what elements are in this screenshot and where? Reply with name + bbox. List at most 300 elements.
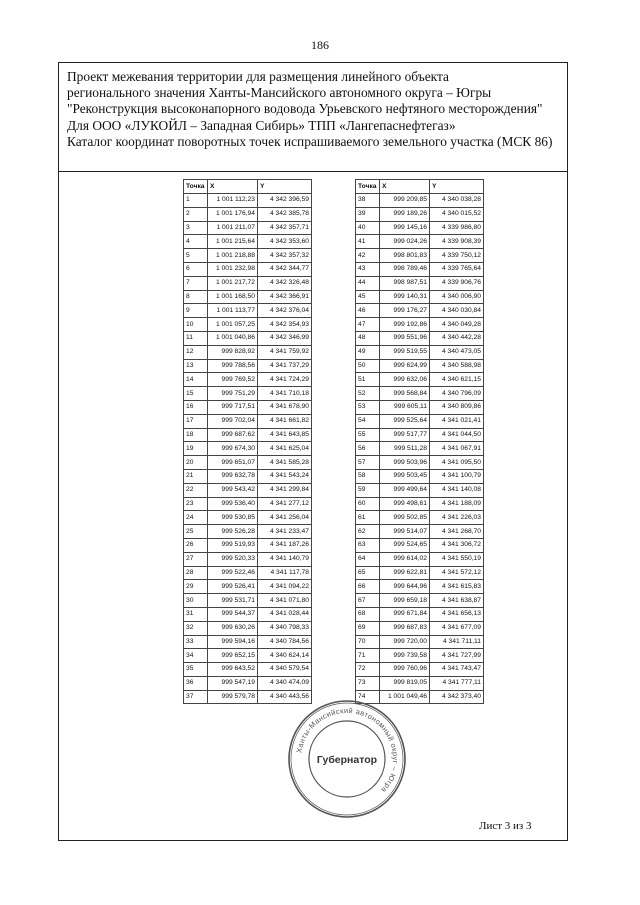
y-coordinate-cell: 4 341 710,18 — [258, 387, 312, 401]
coordinates-table-left — [183, 179, 312, 704]
x-coordinate-cell: 999 687,62 — [208, 428, 258, 442]
x-coordinate-cell: 999 819,05 — [380, 676, 430, 690]
x-coordinate-cell: 999 519,55 — [380, 345, 430, 359]
point-number-cell: 52 — [356, 387, 380, 401]
point-number-cell: 46 — [356, 304, 380, 318]
y-coordinate-cell: 4 341 615,83 — [430, 580, 484, 594]
point-number-cell: 60 — [356, 497, 380, 511]
point-number-cell: 62 — [356, 525, 380, 539]
point-number-cell: 6 — [184, 262, 208, 276]
table-row — [356, 566, 484, 580]
point-number-cell: 39 — [356, 207, 380, 221]
table-row — [184, 235, 312, 249]
table-row — [184, 345, 312, 359]
x-coordinate-cell: 999 674,30 — [208, 442, 258, 456]
point-number-cell: 24 — [184, 511, 208, 525]
x-coordinate-cell: 1 001 113,77 — [208, 304, 258, 318]
x-coordinate-cell: 998 789,46 — [380, 262, 430, 276]
y-coordinate-cell: 4 341 028,44 — [258, 607, 312, 621]
point-number-cell: 3 — [184, 221, 208, 235]
y-coordinate-cell: 4 339 908,39 — [430, 235, 484, 249]
x-coordinate-cell: 999 189,26 — [380, 207, 430, 221]
x-coordinate-cell: 999 145,16 — [380, 221, 430, 235]
x-coordinate-cell: 999 632,78 — [208, 469, 258, 483]
x-coordinate-cell: 999 659,18 — [380, 594, 430, 608]
y-coordinate-cell: 4 341 643,85 — [258, 428, 312, 442]
x-coordinate-cell: 999 751,29 — [208, 387, 258, 401]
table-row — [184, 373, 312, 387]
point-number-cell: 21 — [184, 469, 208, 483]
table-row — [356, 525, 484, 539]
y-coordinate-cell: 4 341 306,72 — [430, 538, 484, 552]
table-row — [356, 607, 484, 621]
point-number-cell: 31 — [184, 607, 208, 621]
y-coordinate-cell: 4 341 187,26 — [258, 538, 312, 552]
x-coordinate-cell: 1 001 040,86 — [208, 331, 258, 345]
y-coordinate-cell: 4 341 071,80 — [258, 594, 312, 608]
point-number-cell: 38 — [356, 194, 380, 208]
point-number-cell: 56 — [356, 442, 380, 456]
table-row — [356, 249, 484, 263]
header-line: Проект межевания территории для размещения линейного объекта — [67, 69, 449, 84]
table-row — [184, 262, 312, 276]
table-row — [184, 221, 312, 235]
point-number-cell: 65 — [356, 566, 380, 580]
table-row — [184, 469, 312, 483]
point-number-cell: 22 — [184, 483, 208, 497]
sheet-label: Лист 3 из 3 — [479, 820, 532, 832]
point-number-cell: 23 — [184, 497, 208, 511]
table-row — [184, 207, 312, 221]
y-coordinate-cell: 4 340 006,90 — [430, 290, 484, 304]
point-number-cell: 7 — [184, 276, 208, 290]
column-header-x: X — [208, 180, 258, 194]
y-coordinate-cell: 4 341 543,24 — [258, 469, 312, 483]
y-coordinate-cell: 4 341 067,91 — [430, 442, 484, 456]
table-row — [356, 676, 484, 690]
x-coordinate-cell: 999 511,28 — [380, 442, 430, 456]
table-row — [356, 221, 484, 235]
table-header-row — [184, 180, 312, 194]
table-row — [184, 649, 312, 663]
x-coordinate-cell: 999 520,33 — [208, 552, 258, 566]
x-coordinate-cell: 999 651,07 — [208, 456, 258, 470]
y-coordinate-cell: 4 341 585,28 — [258, 456, 312, 470]
y-coordinate-cell: 4 341 638,87 — [430, 594, 484, 608]
x-coordinate-cell: 999 579,78 — [208, 690, 258, 704]
x-coordinate-cell: 999 605,11 — [380, 400, 430, 414]
table-row — [356, 414, 484, 428]
y-coordinate-cell: 4 339 906,76 — [430, 276, 484, 290]
table-row — [184, 676, 312, 690]
x-coordinate-cell: 1 001 057,25 — [208, 318, 258, 332]
y-coordinate-cell: 4 341 226,03 — [430, 511, 484, 525]
point-number-cell: 44 — [356, 276, 380, 290]
x-coordinate-cell: 999 551,96 — [380, 331, 430, 345]
x-coordinate-cell: 999 525,64 — [380, 414, 430, 428]
table-row — [356, 663, 484, 677]
header-line: Для ООО «ЛУКОЙЛ – Западная Сибирь» ТПП «Лангепаснефтегаз» — [67, 117, 456, 133]
point-number-cell: 73 — [356, 676, 380, 690]
x-coordinate-cell: 999 632,06 — [380, 373, 430, 387]
table-row — [184, 538, 312, 552]
y-coordinate-cell: 4 341 572,12 — [430, 566, 484, 580]
y-coordinate-cell: 4 341 299,84 — [258, 483, 312, 497]
point-number-cell: 58 — [356, 469, 380, 483]
point-number-cell: 8 — [184, 290, 208, 304]
x-coordinate-cell: 999 519,93 — [208, 538, 258, 552]
official-seal — [285, 697, 409, 821]
x-coordinate-cell: 999 788,56 — [208, 359, 258, 373]
x-coordinate-cell: 1 001 176,94 — [208, 207, 258, 221]
y-coordinate-cell: 4 342 385,78 — [258, 207, 312, 221]
x-coordinate-cell: 999 503,45 — [380, 469, 430, 483]
point-number-cell: 5 — [184, 249, 208, 263]
y-coordinate-cell: 4 341 743,47 — [430, 663, 484, 677]
y-coordinate-cell: 4 340 473,05 — [430, 345, 484, 359]
x-coordinate-cell: 999 514,07 — [380, 525, 430, 539]
y-coordinate-cell: 4 342 326,48 — [258, 276, 312, 290]
table-row — [356, 194, 484, 208]
table-row — [356, 552, 484, 566]
y-coordinate-cell: 4 341 625,04 — [258, 442, 312, 456]
y-coordinate-cell: 4 341 661,82 — [258, 414, 312, 428]
y-coordinate-cell: 4 341 117,78 — [258, 566, 312, 580]
table-row — [184, 635, 312, 649]
point-number-cell: 54 — [356, 414, 380, 428]
x-coordinate-cell: 999 687,83 — [380, 621, 430, 635]
point-number-cell: 26 — [184, 538, 208, 552]
table-row — [356, 400, 484, 414]
table-row — [184, 331, 312, 345]
table-row — [184, 456, 312, 470]
table-row — [184, 428, 312, 442]
header-line: регионального значения Ханты-Мансийского автономного округа – Югры — [67, 85, 492, 101]
table-row — [356, 373, 484, 387]
y-coordinate-cell: 4 341 759,92 — [258, 345, 312, 359]
x-coordinate-cell: 999 702,04 — [208, 414, 258, 428]
table-row — [184, 525, 312, 539]
point-number-cell: 59 — [356, 483, 380, 497]
point-number-cell: 29 — [184, 580, 208, 594]
point-number-cell: 67 — [356, 594, 380, 608]
point-number-cell: 36 — [184, 676, 208, 690]
table-row — [356, 235, 484, 249]
y-coordinate-cell: 4 341 777,11 — [430, 676, 484, 690]
x-coordinate-cell: 998 987,51 — [380, 276, 430, 290]
point-number-cell: 41 — [356, 235, 380, 249]
point-number-cell: 30 — [184, 594, 208, 608]
x-coordinate-cell: 999 624,99 — [380, 359, 430, 373]
y-coordinate-cell: 4 341 044,50 — [430, 428, 484, 442]
table-row — [356, 290, 484, 304]
y-coordinate-cell: 4 342 357,71 — [258, 221, 312, 235]
point-number-cell: 72 — [356, 663, 380, 677]
table-row — [356, 483, 484, 497]
x-coordinate-cell: 999 594,16 — [208, 635, 258, 649]
point-number-cell: 47 — [356, 318, 380, 332]
table-row — [356, 331, 484, 345]
point-number-cell: 20 — [184, 456, 208, 470]
y-coordinate-cell: 4 341 100,79 — [430, 469, 484, 483]
x-coordinate-cell: 999 024,26 — [380, 235, 430, 249]
point-number-cell: 28 — [184, 566, 208, 580]
table-row — [184, 663, 312, 677]
x-coordinate-cell: 1 001 215,64 — [208, 235, 258, 249]
x-coordinate-cell: 999 176,27 — [380, 304, 430, 318]
x-coordinate-cell: 998 801,83 — [380, 249, 430, 263]
table-header-row — [356, 180, 484, 194]
point-number-cell: 18 — [184, 428, 208, 442]
point-number-cell: 71 — [356, 649, 380, 663]
y-coordinate-cell: 4 342 346,99 — [258, 331, 312, 345]
x-coordinate-cell: 999 760,96 — [380, 663, 430, 677]
y-coordinate-cell: 4 341 727,99 — [430, 649, 484, 663]
y-coordinate-cell: 4 341 256,04 — [258, 511, 312, 525]
y-coordinate-cell: 4 340 442,28 — [430, 331, 484, 345]
point-number-cell: 63 — [356, 538, 380, 552]
x-coordinate-cell: 1 001 217,72 — [208, 276, 258, 290]
x-coordinate-cell: 999 536,40 — [208, 497, 258, 511]
point-number-cell: 11 — [184, 331, 208, 345]
table-row — [184, 400, 312, 414]
coordinates-table-right — [355, 179, 484, 704]
y-coordinate-cell: 4 342 354,93 — [258, 318, 312, 332]
y-coordinate-cell: 4 341 711,11 — [430, 635, 484, 649]
x-coordinate-cell: 999 828,92 — [208, 345, 258, 359]
table-row — [184, 290, 312, 304]
table-row — [356, 580, 484, 594]
y-coordinate-cell: 4 340 443,56 — [258, 690, 312, 704]
y-coordinate-cell: 4 341 094,22 — [258, 580, 312, 594]
point-number-cell: 50 — [356, 359, 380, 373]
y-coordinate-cell: 4 340 030,84 — [430, 304, 484, 318]
table-row — [184, 318, 312, 332]
table-row — [356, 594, 484, 608]
y-coordinate-cell: 4 342 376,04 — [258, 304, 312, 318]
x-coordinate-cell: 1 001 232,98 — [208, 262, 258, 276]
table-row — [184, 483, 312, 497]
point-number-cell: 55 — [356, 428, 380, 442]
table-row — [356, 262, 484, 276]
x-coordinate-cell: 999 643,52 — [208, 663, 258, 677]
point-number-cell: 16 — [184, 400, 208, 414]
table-row — [356, 469, 484, 483]
x-coordinate-cell: 1 001 218,88 — [208, 249, 258, 263]
y-coordinate-cell: 4 341 188,09 — [430, 497, 484, 511]
x-coordinate-cell: 999 568,84 — [380, 387, 430, 401]
table-row — [184, 497, 312, 511]
x-coordinate-cell: 999 671,84 — [380, 607, 430, 621]
y-coordinate-cell: 4 340 015,52 — [430, 207, 484, 221]
column-header-point: Точка — [356, 180, 380, 194]
x-coordinate-cell: 999 526,28 — [208, 525, 258, 539]
table-row — [356, 387, 484, 401]
x-coordinate-cell: 999 503,96 — [380, 456, 430, 470]
table-row — [184, 249, 312, 263]
header-line: "Реконструкция высоконапорного водовода Урьевского нефтяного месторождения" — [67, 101, 543, 117]
y-coordinate-cell: 4 340 579,54 — [258, 663, 312, 677]
table-row — [184, 387, 312, 401]
point-number-cell: 74 — [356, 690, 380, 704]
y-coordinate-cell: 4 340 796,09 — [430, 387, 484, 401]
column-header-point: Точка — [184, 180, 208, 194]
table-row — [356, 276, 484, 290]
y-coordinate-cell: 4 340 809,86 — [430, 400, 484, 414]
x-coordinate-cell: 999 530,85 — [208, 511, 258, 525]
y-coordinate-cell: 4 341 656,13 — [430, 607, 484, 621]
y-coordinate-cell: 4 340 588,98 — [430, 359, 484, 373]
x-coordinate-cell: 999 140,31 — [380, 290, 430, 304]
x-coordinate-cell: 1 001 049,46 — [380, 690, 430, 704]
y-coordinate-cell: 4 340 798,33 — [258, 621, 312, 635]
table-row — [356, 442, 484, 456]
y-coordinate-cell: 4 341 268,70 — [430, 525, 484, 539]
table-row — [356, 497, 484, 511]
point-number-cell: 61 — [356, 511, 380, 525]
y-coordinate-cell: 4 340 784,56 — [258, 635, 312, 649]
x-coordinate-cell: 999 498,61 — [380, 497, 430, 511]
point-number-cell: 14 — [184, 373, 208, 387]
table-row — [184, 511, 312, 525]
y-coordinate-cell: 4 342 353,60 — [258, 235, 312, 249]
y-coordinate-cell: 4 341 724,29 — [258, 373, 312, 387]
point-number-cell: 15 — [184, 387, 208, 401]
point-number-cell: 37 — [184, 690, 208, 704]
point-number-cell: 49 — [356, 345, 380, 359]
x-coordinate-cell: 999 499,64 — [380, 483, 430, 497]
x-coordinate-cell: 999 630,26 — [208, 621, 258, 635]
table-row — [184, 594, 312, 608]
point-number-cell: 33 — [184, 635, 208, 649]
y-coordinate-cell: 4 341 550,19 — [430, 552, 484, 566]
x-coordinate-cell: 1 001 211,07 — [208, 221, 258, 235]
point-number-cell: 57 — [356, 456, 380, 470]
point-number-cell: 12 — [184, 345, 208, 359]
x-coordinate-cell: 999 720,00 — [380, 635, 430, 649]
point-number-cell: 53 — [356, 400, 380, 414]
table-row — [356, 207, 484, 221]
table-row — [184, 276, 312, 290]
table-row — [356, 428, 484, 442]
y-coordinate-cell: 4 341 021,41 — [430, 414, 484, 428]
column-header-y: Y — [258, 180, 312, 194]
point-number-cell: 69 — [356, 621, 380, 635]
y-coordinate-cell: 4 342 344,77 — [258, 262, 312, 276]
point-number-cell: 13 — [184, 359, 208, 373]
x-coordinate-cell: 999 547,19 — [208, 676, 258, 690]
y-coordinate-cell: 4 339 765,64 — [430, 262, 484, 276]
x-coordinate-cell: 999 652,15 — [208, 649, 258, 663]
x-coordinate-cell: 999 644,96 — [380, 580, 430, 594]
point-number-cell: 68 — [356, 607, 380, 621]
y-coordinate-cell: 4 340 038,28 — [430, 194, 484, 208]
x-coordinate-cell: 999 192,86 — [380, 318, 430, 332]
table-row — [356, 345, 484, 359]
x-coordinate-cell: 999 717,51 — [208, 400, 258, 414]
table-row — [184, 621, 312, 635]
x-coordinate-cell: 999 543,42 — [208, 483, 258, 497]
point-number-cell: 34 — [184, 649, 208, 663]
table-row — [184, 580, 312, 594]
y-coordinate-cell: 4 341 095,50 — [430, 456, 484, 470]
table-row — [356, 538, 484, 552]
point-number-cell: 9 — [184, 304, 208, 318]
point-number-cell: 32 — [184, 621, 208, 635]
x-coordinate-cell: 999 614,02 — [380, 552, 430, 566]
table-row — [356, 649, 484, 663]
table-row — [184, 442, 312, 456]
x-coordinate-cell: 999 544,37 — [208, 607, 258, 621]
y-coordinate-cell: 4 341 678,90 — [258, 400, 312, 414]
y-coordinate-cell: 4 341 140,08 — [430, 483, 484, 497]
table-row — [184, 607, 312, 621]
x-coordinate-cell: 1 001 112,23 — [208, 194, 258, 208]
table-row — [184, 414, 312, 428]
seal-center-text: Губернатор — [316, 754, 378, 766]
point-number-cell: 43 — [356, 262, 380, 276]
x-coordinate-cell: 999 524,65 — [380, 538, 430, 552]
x-coordinate-cell: 999 517,77 — [380, 428, 430, 442]
y-coordinate-cell: 4 341 233,47 — [258, 525, 312, 539]
table-row — [356, 359, 484, 373]
table-row — [356, 511, 484, 525]
y-coordinate-cell: 4 340 474,09 — [258, 676, 312, 690]
table-row — [184, 552, 312, 566]
header-line: Каталог координат поворотных точек испрашиваемого земельного участка (МСК 86) — [67, 133, 553, 149]
x-coordinate-cell: 999 209,85 — [380, 194, 430, 208]
y-coordinate-cell: 4 342 357,32 — [258, 249, 312, 263]
page-number: 186 — [311, 38, 329, 52]
document-header — [58, 62, 568, 172]
column-header-x: X — [380, 180, 430, 194]
table-row — [356, 304, 484, 318]
x-coordinate-cell: 999 531,71 — [208, 594, 258, 608]
point-number-cell: 10 — [184, 318, 208, 332]
y-coordinate-cell: 4 342 396,59 — [258, 194, 312, 208]
x-coordinate-cell: 999 502,85 — [380, 511, 430, 525]
point-number-cell: 48 — [356, 331, 380, 345]
point-number-cell: 2 — [184, 207, 208, 221]
point-number-cell: 17 — [184, 414, 208, 428]
table-row — [356, 456, 484, 470]
point-number-cell: 27 — [184, 552, 208, 566]
point-number-cell: 45 — [356, 290, 380, 304]
x-coordinate-cell: 999 522,46 — [208, 566, 258, 580]
point-number-cell: 1 — [184, 194, 208, 208]
y-coordinate-cell: 4 341 277,12 — [258, 497, 312, 511]
point-number-cell: 64 — [356, 552, 380, 566]
table-row — [184, 194, 312, 208]
point-number-cell: 4 — [184, 235, 208, 249]
point-number-cell: 35 — [184, 663, 208, 677]
point-number-cell: 70 — [356, 635, 380, 649]
point-number-cell: 42 — [356, 249, 380, 263]
x-coordinate-cell: 999 526,41 — [208, 580, 258, 594]
table-row — [184, 566, 312, 580]
column-header-y: Y — [430, 180, 484, 194]
point-number-cell: 19 — [184, 442, 208, 456]
x-coordinate-cell: 999 622,81 — [380, 566, 430, 580]
y-coordinate-cell: 4 341 140,79 — [258, 552, 312, 566]
y-coordinate-cell: 4 340 049,28 — [430, 318, 484, 332]
y-coordinate-cell: 4 341 677,09 — [430, 621, 484, 635]
x-coordinate-cell: 999 769,52 — [208, 373, 258, 387]
point-number-cell: 51 — [356, 373, 380, 387]
point-number-cell: 66 — [356, 580, 380, 594]
y-coordinate-cell: 4 339 986,80 — [430, 221, 484, 235]
y-coordinate-cell: 4 342 373,40 — [430, 690, 484, 704]
